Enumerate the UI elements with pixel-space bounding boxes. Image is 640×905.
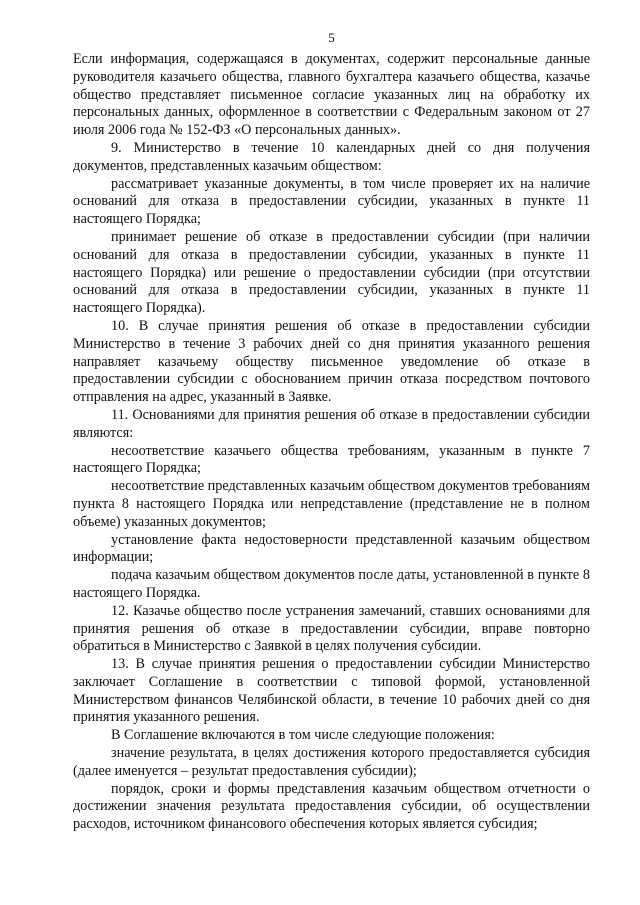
paragraph-agreement-provisions: В Соглашение включаются в том числе следующие положения:	[111, 727, 495, 744]
paragraph-provision-reporting: порядок, сроки и формы представления казачьим обществом отчетности о достижении значения результата предоставления субсидии, об осуществлении расходов, источником финансового обеспечения которых является субсидия;	[73, 780, 590, 833]
paragraph-item-11-late-submission: подача казачьим обществом документов после даты, установленной в пункте 8 настоящего Порядка.	[73, 567, 590, 601]
paragraph-personal-data-consent: Если информация, содержащаяся в документах, содержит персональные данные руководителя казачьего общества, главного бухгалтера казачьего общества, казачье общество представляет письменное согласие указанных лиц на обработку их персональных данных, оформленное в соответствии с Федеральным законом от 27 июля 2006 года № 152-ФЗ «О персональных данных».	[73, 51, 590, 139]
paragraph-item-11-documents: несоответствие представленных казачьим обществом документов требованиям пункта 8 настоящего Порядка или непредставление (представление не в полном объеме) указанных документов;	[73, 478, 590, 530]
page-number: 5	[328, 30, 335, 45]
document-body	[73, 51, 590, 834]
paragraph-item-11: 11. Основаниями для принятия решения об отказе в предоставлении субсидии являются:	[73, 406, 590, 441]
paragraph-item-11-requirements: несоответствие казачьего общества требованиям, указанным в пункте 7 настоящего Порядка;	[73, 442, 590, 477]
paragraph-item-11-false-info: установление факта недостоверности представленной казачьим обществом информации;	[73, 531, 590, 566]
paragraph-item-9-decision: принимает решение об отказе в предоставлении субсидии (при наличии оснований для отказа в предоставлении субсидии, указанных в пункте 11 настоящего Порядка) или решение о предоставлении субсидии (при отсутствии оснований для отказа в предоставлении субсидии, указанных в пункте 11 настоящего Порядка).	[73, 228, 590, 317]
paragraph-item-9: 9. Министерство в течение 10 календарных дней со дня получения документов, представленных казачьим обществом:	[73, 139, 590, 174]
paragraph-provision-result: значение результата, в целях достижения которого предоставляется субсидия (далее именуется – результат предоставления субсидии);	[73, 745, 590, 779]
paragraph-item-12: 12. Казачье общество после устранения замечаний, ставших основаниями для принятия решения об отказе в предоставлении субсидии, вправе повторно обратиться в Министерство с Заявкой в целях получения субсидии.	[73, 602, 590, 655]
paragraph-item-9-review: рассматривает указанные документы, в том числе проверяет их на наличие оснований для отказа в предоставлении субсидии, указанных в пункте 11 настоящего Порядка;	[73, 175, 590, 228]
paragraph-item-10: 10. В случае принятия решения об отказе в предоставлении субсидии Министерство в течение 3 рабочих дней со дня принятия указанного решения направляет казачьему обществу письменное уведомление об отказе в предоставлении субсидии с обоснованием причин отказа посредством почтового отправления на адрес, указанный в Заявке.	[73, 317, 590, 406]
paragraph-item-13: 13. В случае принятия решения о предоставлении субсидии Министерство заключает Соглашение в соответствии с типовой формой, установленной Министерством финансов Челябинской области, в течение 10 рабочих дней со дня принятия указанного решения.	[73, 656, 590, 726]
